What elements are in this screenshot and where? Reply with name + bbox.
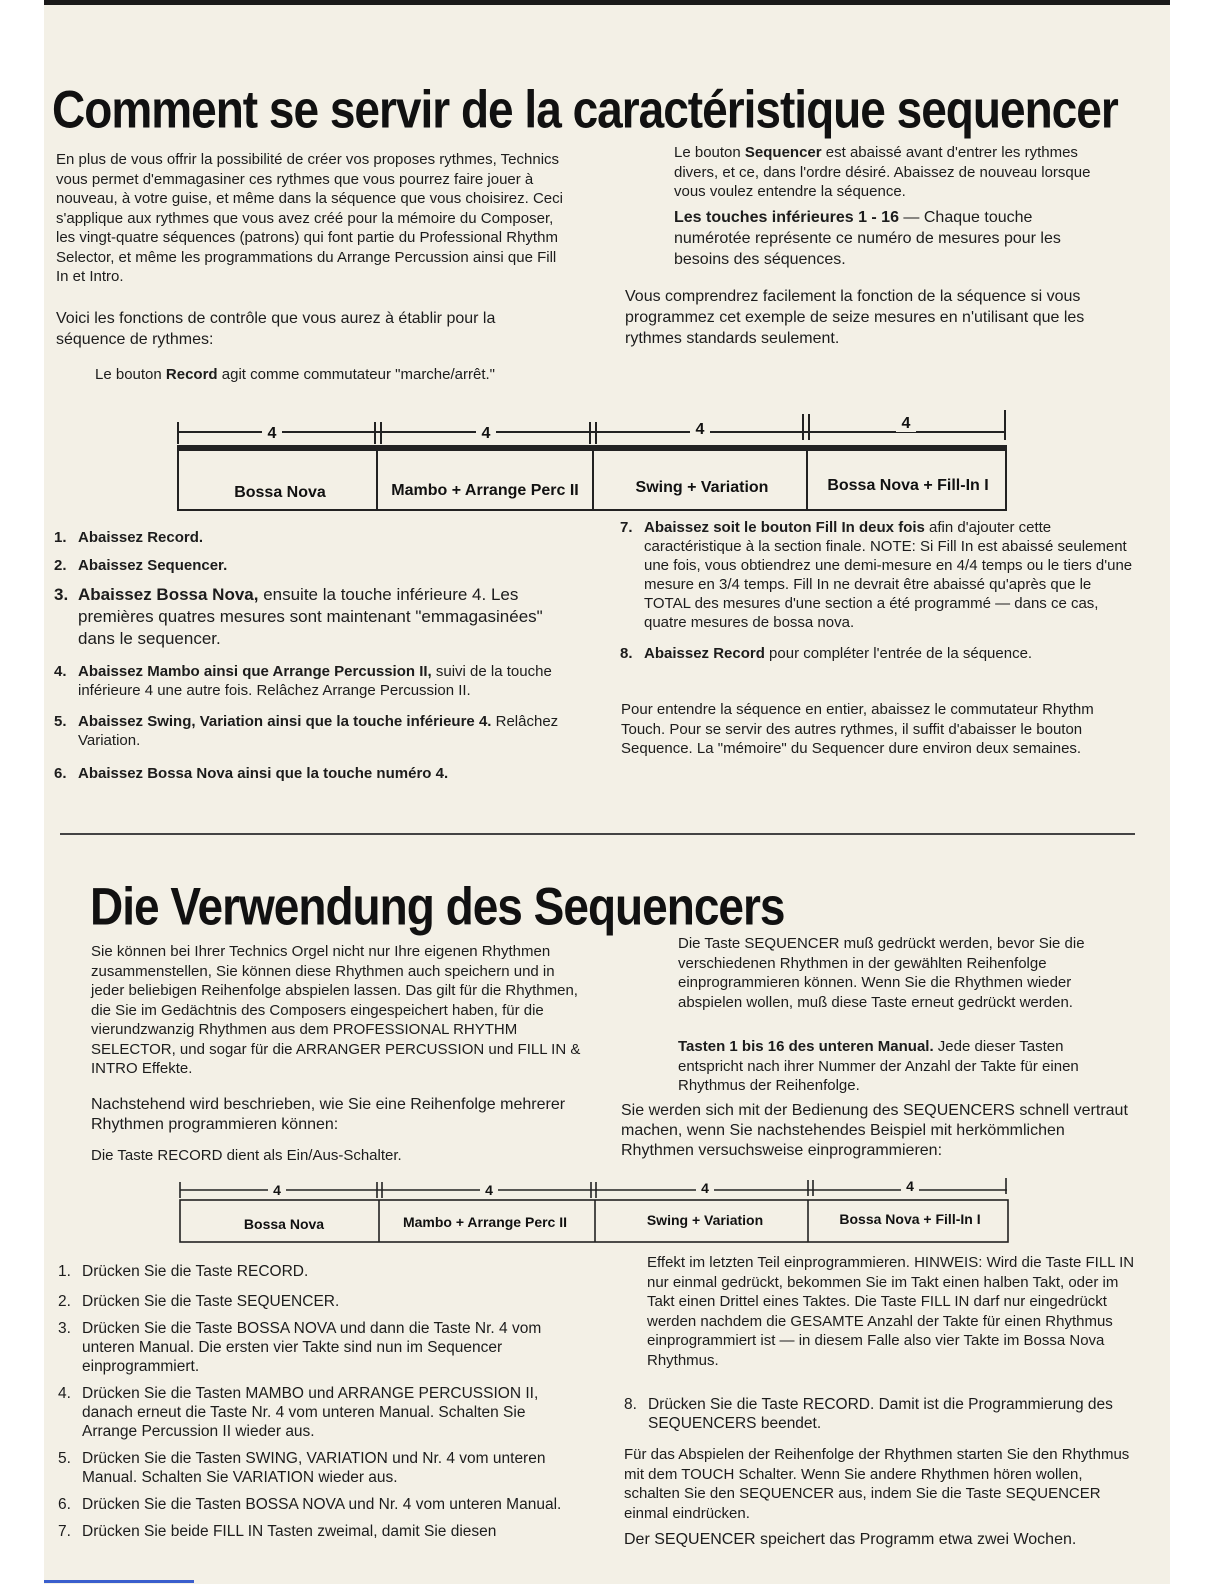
german-keys-desc (678, 1037, 1118, 1096)
list-item (58, 1319, 574, 1376)
step-text: ensuite la touche inférieure 4. Les premières quatres mesures sont maintenant "emmagasinées" dans le sequencer. (78, 585, 543, 648)
french-steps-list (54, 528, 566, 783)
sequence-cell-label: Bossa Nova + Fill-In I (827, 477, 989, 494)
step-bold: Abaissez Mambo ainsi que Arrange Percussion II, (78, 663, 432, 680)
text-span: agit comme commutateur "marche/arrêt." (217, 366, 495, 383)
list-item (58, 1262, 574, 1281)
text-span: Jede dieser Tasten entspricht nach ihrer Nummer der Anzahl der Takte für einen Rhythmus der Reihenfolge. (678, 1038, 1079, 1094)
step-number: 3. (54, 585, 69, 604)
step-text: Drücken Sie die Taste RECORD. Damit ist die Programmierung des SEQUENCERS beendet. (648, 1396, 1113, 1432)
french-sequence-diagram (170, 404, 1015, 516)
step-bold: Abaissez Record (644, 645, 765, 662)
german-step7-continuation: Effekt im letzten Teil einprogrammieren. HINWEIS: Wird die Taste FILL IN nur einmal gedrückt, bekommen Sie im Takt einen halben Takt, oder im Takt einen Drittel eines Taktes. Die Taste FILL IN darf nur eingedrückt werden nachdem die GESAMTE Anzahl der Takte für einen Rhythmus einprogrammiert ist — in diesem Falle also vier Takte im Bossa Nova Rhythmus. (647, 1254, 1135, 1369)
measure-count: 4 (901, 415, 911, 432)
german-example-intro: Sie werden sich mit der Bedienung des SEQUENCERS schnell vertraut machen, wenn Sie nachstehendes Beispiel mit herkömmlichen Rhythmen versuchsweise einprogrammieren: (621, 1102, 1128, 1159)
french-steps-list-right (620, 518, 1135, 663)
step-text: pour compléter l'entrée de la séquence. (764, 645, 1033, 662)
step-number: 6. (58, 1496, 71, 1513)
list-item (620, 644, 1135, 663)
step-number: 4. (58, 1385, 71, 1402)
step-number: 8. (620, 645, 633, 662)
sequence-cell-label: Swing + Variation (635, 479, 769, 496)
text-span: Le bouton (95, 366, 166, 383)
section-divider (60, 833, 1135, 835)
step-number: 2. (54, 557, 67, 574)
measure-count: 4 (273, 1182, 281, 1198)
measure-count: 4 (695, 421, 705, 438)
list-item (54, 712, 566, 750)
french-intro: En plus de vous offrir la possibilité de créer vos proposes rythmes, Technics vous permet d'emmagasiner ces rythmes que vous pourrez faire jouer à nouveau, à votre guise, et même dans la séquence que vous choisirez. Ceci s'applique aux rythmes que vous avez créé pour la mémoire du Composer, les vingt-quatre séquences (patrons) qui font partie du Professional Rhythm Selector, et même les programmations du Arrange Percussion ainsi que Fill In et Intro. (56, 151, 563, 285)
measure-count: 4 (267, 425, 277, 442)
text-bold: Tasten 1 bis 16 des unteren Manual. (678, 1038, 934, 1055)
step-number: 5. (54, 713, 67, 730)
text-span: Le bouton (674, 144, 745, 161)
list-item (54, 556, 566, 575)
sequence-cell-label: Bossa Nova (234, 484, 326, 501)
step-number: 1. (54, 529, 67, 546)
step-bold: Abaissez Sequencer. (78, 557, 228, 574)
step-number: 8. (624, 1396, 637, 1413)
french-example-intro: Vous comprendrez facilement la fonction de la séquence si vous programmez cet exemple de seize mesures en n'utilisant que les rythmes standards seulement. (625, 288, 1085, 347)
measure-count: 4 (701, 1180, 709, 1196)
step-text: Drücken Sie die Taste RECORD. (82, 1263, 309, 1280)
german-playback: Für das Abspielen der Reihenfolge der Rhythmen starten Sie den Rhythmus mit dem TOUCH Schalter. Wenn Sie andere Rhythmen hören wollen, schalten Sie den SEQUENCER aus, indem Sie die Taste SEQUENCER einmal eindrücken. (624, 1446, 1130, 1522)
french-closing: Pour entendre la séquence en entier, abaissez le commutateur Rhythm Touch. Pour se servir des autres rythmes, il suffit d'abaisser le bouton Sequence. La "mémoire" du Sequencer dure environ deux semaines. (621, 701, 1094, 757)
step-bold: Abaissez Bossa Nova, (78, 585, 259, 604)
german-sequencer-desc: Die Taste SEQUENCER muß gedrückt werden, bevor Sie die verschiedenen Rhythmen in der gewählten Reihenfolge einprogrammieren können. Wenn Sie die Rhythmen wieder abspielen wollen, muß diese Taste erneut gedrückt werden. (678, 935, 1085, 1011)
sequence-cell-label: Swing + Variation (646, 1212, 764, 1228)
german-memory: Der SEQUENCER speichert das Programm etwa zwei Wochen. (624, 1531, 1077, 1548)
step-bold: Abaissez Bossa Nova ainsi que la touche numéro 4. (78, 765, 449, 782)
list-item (58, 1495, 574, 1514)
step-text: Drücken Sie beide FILL IN Tasten zweimal, damit Sie diesen (82, 1523, 497, 1540)
step-number: 3. (58, 1320, 71, 1337)
sequence-cell-label: Mambo + Arrange Perc II (402, 1214, 568, 1230)
step-bold: Abaissez soit le bouton Fill In deux fois (644, 519, 925, 536)
step-number: 1. (58, 1263, 71, 1280)
step-text: Relâchez Variation. (78, 713, 559, 749)
french-sequencer-desc (674, 143, 1104, 202)
scan-margin-right (1170, 0, 1224, 1584)
french-title: Comment se servir de la caractéristique sequencer (52, 79, 1118, 139)
step-number: 4. (54, 663, 67, 680)
french-keys-desc (674, 207, 1104, 270)
step-number: 5. (58, 1450, 71, 1467)
list-item (58, 1384, 574, 1441)
step-number: 2. (58, 1293, 71, 1310)
german-steps-list (58, 1262, 574, 1541)
step-number: 7. (58, 1523, 71, 1540)
german-program-intro: Nachstehend wird beschrieben, wie Sie eine Reihenfolge mehrerer Rhythmen programmieren können: (91, 1096, 566, 1133)
sequence-cell-label: Bossa Nova (243, 1216, 325, 1232)
step-text: suivi de la touche inférieure 4 une autre fois. Relâchez Arrange Percussion II. (78, 663, 552, 699)
step-number: 6. (54, 765, 67, 782)
step-text: afin d'ajouter cette caractéristique à la section finale. NOTE: Si Fill In est abaissé seulement une fois, vous obtiendrez une demi-mesure en 4/4 temps ou le tiers d'une mesure en 3/4 temps. Fill In ne devrait être abaissé qu'après que le TOTAL des mesures d'une section a été programmé — dans ce cas, quatre mesures de bossa nova. (644, 519, 1133, 631)
text-bold: Sequencer (744, 144, 822, 161)
step-bold: Abaissez Swing, Variation ainsi que la touche inférieure 4. (78, 713, 492, 730)
step-text: Drücken Sie die Taste SEQUENCER. (82, 1293, 340, 1310)
list-item (54, 584, 566, 650)
scan-edge (44, 1580, 194, 1583)
sequence-cell-label: Bossa Nova + Fill-In I (839, 1211, 981, 1227)
step-text: Drücken Sie die Tasten SWING, VARIATION und Nr. 4 vom unteren Manual. Schalten Sie VARIATION wieder aus. (82, 1450, 546, 1486)
german-steps-list-right (624, 1395, 1139, 1433)
list-item (58, 1522, 574, 1541)
scan-margin-left (0, 0, 44, 1584)
step-text: Drücken Sie die Taste BOSSA NOVA und dann die Taste Nr. 4 vom unteren Manual. Die ersten vier Takte sind nun im Sequencer einprogrammiert. (82, 1320, 542, 1375)
list-item (620, 518, 1135, 632)
list-item (54, 764, 566, 783)
french-controls-intro: Voici les fonctions de contrôle que vous aurez à établir pour la séquence de rythmes: (56, 310, 496, 348)
list-item (58, 1449, 574, 1487)
german-record-line: Die Taste RECORD dient als Ein/Aus-Schalter. (91, 1147, 402, 1164)
list-item (58, 1292, 574, 1311)
measure-count: 4 (485, 1182, 493, 1198)
step-bold: Abaissez Record. (78, 529, 204, 546)
sequence-cell-label: Mambo + Arrange Perc II (391, 482, 579, 499)
text-bold: Les touches inférieures 1 - 16 (674, 209, 899, 226)
german-intro: Sie können bei Ihrer Technics Orgel nicht nur Ihre eigenen Rhythmen zusammenstellen, Sie können diese Rhythmen auch speichern und in jeder beliebigen Reihenfolge abspielen lassen. Das gilt für die Rhythmen, die Sie im Gedächtnis des Composers eingespeichert haben, für die vierundzwanzig Rhythmen aus dem PROFESSIONAL RHYTHM SELECTOR, und sogar für die ARRANGER PERCUSSION und FILL IN & INTRO Effekte. (91, 943, 581, 1077)
german-sequence-diagram (172, 1172, 1017, 1250)
step-text: Drücken Sie die Tasten BOSSA NOVA und Nr. 4 vom unteren Manual. (82, 1496, 562, 1513)
step-text: Drücken Sie die Tasten MAMBO und ARRANGE PERCUSSION II, danach erneut die Taste Nr. 4 vom unteren Manual. Schalten Sie Arrange Percussion II wieder aus. (82, 1385, 539, 1440)
text-span: — Chaque touche numérotée représente ce numéro de mesures pour les besoins des séquences. (674, 209, 1061, 268)
list-item (624, 1395, 1139, 1433)
text-span: est abaissé avant d'entrer les rythmes divers, et ce, dans l'ordre désiré. Abaissez de nouveau lorsque vous voulez entendre la séquence. (674, 144, 1091, 200)
list-item (54, 662, 566, 700)
step-number: 7. (620, 519, 633, 536)
measure-count: 4 (906, 1178, 914, 1194)
text-bold: Record (165, 366, 218, 383)
top-rule (44, 0, 1170, 5)
french-record-desc (95, 365, 495, 385)
measure-count: 4 (481, 425, 491, 442)
list-item (54, 528, 566, 547)
german-title: Die Verwendung des Sequencers (90, 876, 785, 936)
box-top-shade (178, 446, 1006, 451)
